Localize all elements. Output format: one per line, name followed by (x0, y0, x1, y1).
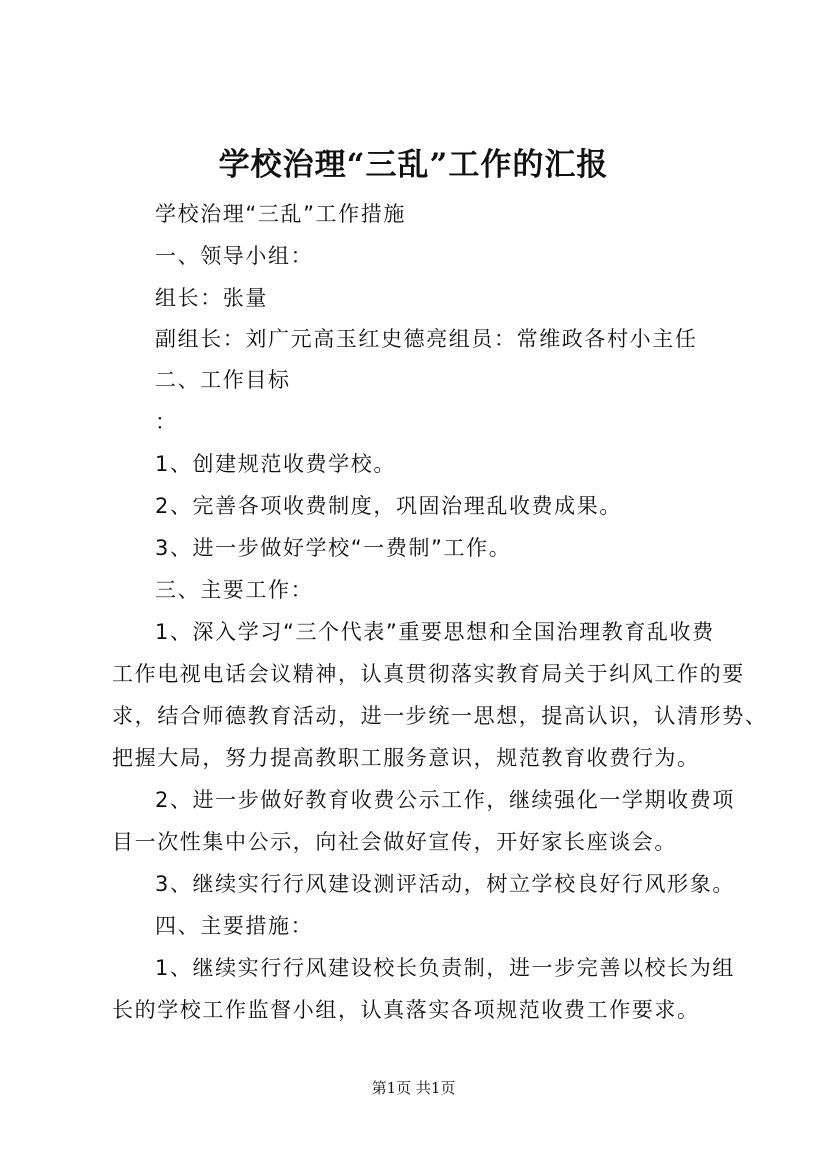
paragraph-line: 副组长：刘广元高玉红史德亮组员：常维政各村小主任 (155, 327, 698, 351)
paragraph-line: 2、进一步做好教育收费公示工作，继续强化一学期收费项 (155, 788, 735, 812)
paragraph-line: 把握大局，努力提高教职工服务意识，规范教育收费行为。 (112, 746, 700, 770)
paragraph-line: 1、继续实行行风建设校长负责制，进一步完善以校长为组 (155, 956, 735, 980)
page-footer: 第1页 共1页 (371, 1079, 456, 1097)
paragraph-line: 1、创建规范收费学校。 (155, 452, 396, 476)
section-heading: 二、工作目标 (155, 368, 291, 392)
paragraph-line: 工作电视电话会议精神，认真贯彻落实教育局关于纠风工作的要 (112, 662, 745, 686)
document-title: 学校治理“三乱”工作的汇报 (218, 147, 609, 183)
section-heading: 四、主要措施： (155, 914, 314, 938)
paragraph-line: 2、完善各项收费制度，巩固治理乱收费成果。 (155, 494, 622, 518)
paragraph-line: ： (155, 410, 178, 434)
paragraph-line: 长的学校工作监督小组，认真落实各项规范收费工作要求。 (112, 998, 700, 1022)
section-heading: 一、领导小组： (155, 244, 314, 268)
paragraph-line: 1、深入学习“三个代表”重要思想和全国治理教育乱收费 (155, 620, 715, 644)
paragraph-line: 组长：张量 (155, 286, 268, 310)
paragraph-line: 求，结合师德教育活动，进一步统一思想，提高认识，认清形势、 (112, 704, 768, 728)
paragraph-line: 3、继续实行行风建设测评活动，树立学校良好行风形象。 (155, 872, 735, 896)
paragraph-line: 3、进一步做好学校“一费制”工作。 (155, 536, 512, 560)
subtitle-line: 学校治理“三乱”工作措施 (155, 202, 406, 226)
section-heading: 三、主要工作： (155, 578, 314, 602)
paragraph-line: 目一次性集中公示，向社会做好宣传，开好家长座谈会。 (112, 830, 677, 854)
